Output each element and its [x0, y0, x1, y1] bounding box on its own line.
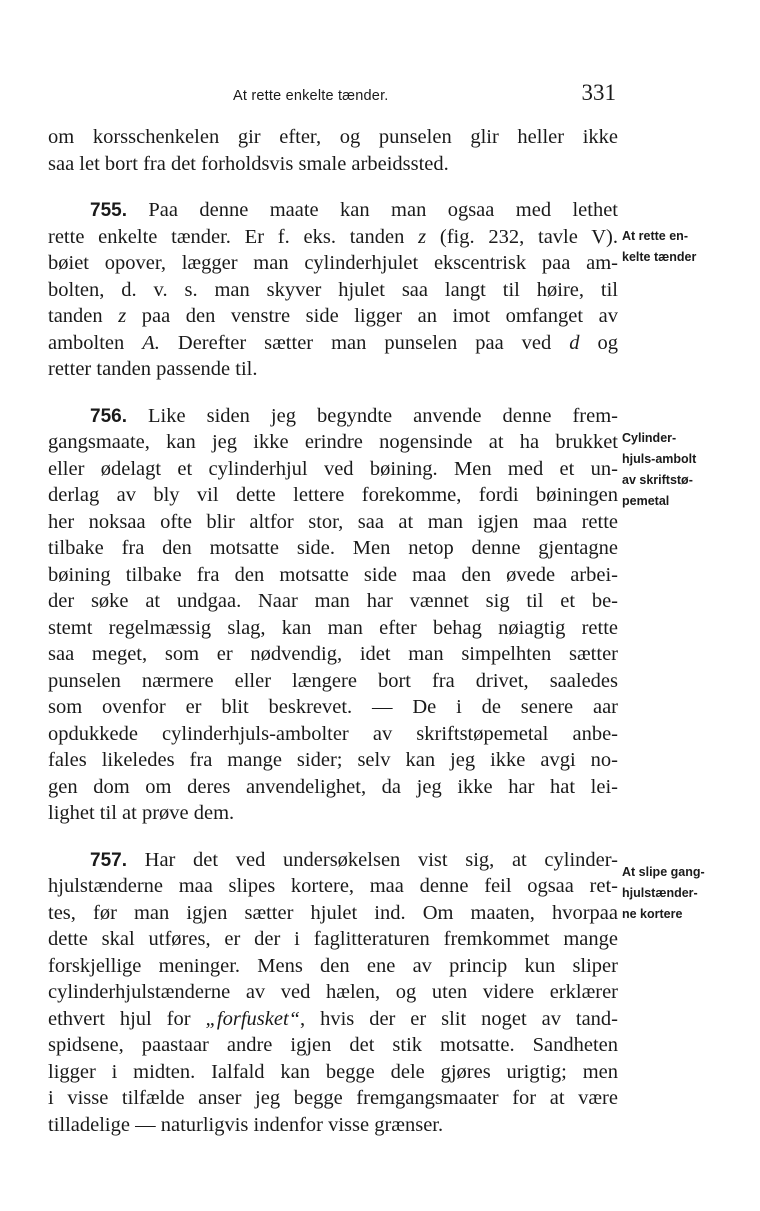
page-number: 331 [581, 80, 616, 105]
running-title: At rette enkelte tænder. [233, 88, 389, 104]
text-line: cylinderhjulstænderne av ved hælen, og uten videre erklærer [48, 981, 618, 1003]
text-line: dette skal utføres, er der i faglitteraturen fremkommet mange [48, 928, 618, 950]
variable-z: z [118, 305, 127, 327]
text-line: som ovenfor er blit beskrevet. — De i de senere aar [48, 696, 618, 718]
body-text [48, 124, 618, 1138]
paragraph-gap [48, 827, 618, 847]
text-segment: Like siden jeg begyndte anvende denne frem- [126, 404, 618, 427]
margin-note-line: ne kortere [622, 907, 683, 921]
paragraph-gap [48, 383, 618, 403]
margin-note-line: Cylinder- [622, 431, 677, 445]
text-line [48, 1006, 618, 1033]
paragraph-number: 757. [90, 849, 127, 871]
margin-note-line: At rette en- [622, 229, 688, 243]
text-line: der søke at undgaa. Naar man har vænnet sig til et be- [48, 590, 618, 612]
paragraph-755-first-line [48, 197, 618, 224]
text-line: fales likeledes fra mange sider; selv kan jeg ikke avgi no- [48, 749, 618, 771]
margin-note-757 [622, 862, 747, 925]
text-line [48, 330, 618, 357]
margin-note-line: At slipe gang- [622, 865, 705, 879]
text-segment: paa den venstre side ligger an imot omfanget av [126, 305, 618, 327]
text-line: opdukkede cylinderhjuls-ambolter av skriftstøpemetal anbe- [48, 722, 618, 745]
margin-note-line: hjuls-ambolt [622, 452, 697, 466]
paragraph-756-first-line [48, 403, 618, 430]
text-line: stemt regelmæssig slag, kan man efter behag nøiagtig rette [48, 616, 618, 639]
margin-note-line: hjulstænder- [622, 886, 698, 900]
text-line: retter tanden passende til. [48, 358, 258, 380]
text-line: saa let bort fra det forholdsvis smale arbeidssted. [48, 152, 449, 175]
text-segment: ambolten [48, 331, 143, 354]
text-line: derlag av bly vil dette lettere forekomme, fordi bøiningen [48, 484, 618, 506]
paragraph-number: 756. [90, 405, 127, 427]
text-line: i visse tilfælde anser jeg begge fremgangsmaater for at være [48, 1087, 618, 1109]
text-segment: tanden [48, 305, 119, 327]
margin-note-756 [622, 428, 747, 512]
text-line: bøiet opover, lægger man cylinderhjulet ekscentrisk paa am- [48, 252, 618, 274]
text-line [48, 303, 618, 330]
text-segment: Derefter sætter man punselen paa ved [159, 331, 570, 354]
text-line: bolten, d. v. s. man skyver hjulet saa langt til høire, til [48, 278, 618, 301]
text-segment: , hvis der er slit noget av tand- [300, 1007, 619, 1030]
text-segment: og [579, 331, 618, 354]
text-line: bøining tilbake fra den motsatte side maa den øvede arbei- [48, 563, 618, 586]
text-line [48, 224, 618, 251]
text-segment: Paa denne maate kan man ogsaa med lethet [126, 199, 618, 221]
text-line: tilladelige — naturligvis indenfor visse grænser. [48, 1113, 444, 1136]
text-line: her noksaa ofte blir altfor stor, saa at man igjen maa rette [48, 510, 618, 533]
text-segment: Har det ved undersøkelsen vist sig, at cylinder- [126, 848, 618, 871]
text-line: saa meget, som er nødvendig, idet man simpelhten sætter [48, 643, 618, 665]
margin-note-line: av skriftstø- [622, 473, 693, 487]
variable-a: A. [142, 331, 160, 354]
paragraph-number: 755. [90, 200, 127, 221]
text-segment: rette enkelte tænder. Er f. eks. tanden [48, 225, 419, 248]
running-head [48, 80, 618, 110]
paragraph-gap [48, 177, 618, 197]
text-line: lighet til at prøve dem. [48, 802, 235, 824]
text-line: ligger i midten. Ialfald kan begge dele gjøres urigtig; men [48, 1060, 618, 1083]
text-line: gen dom om deres anvendelighet, da jeg ikke har hat lei- [48, 775, 618, 798]
text-line: tes, før man igjen sætter hjulet ind. Om maaten, hvorpaa [48, 901, 618, 924]
margin-note-line: kelte tænder [622, 250, 697, 264]
text-segment: (fig. 232, tavle V). [426, 225, 618, 248]
emphasis-forfusket: „forfusket“ [205, 1007, 301, 1030]
margin-note-755 [622, 226, 747, 268]
text-line: gangsmaate, kan jeg ikke erindre nogensinde at ha brukket [48, 431, 618, 453]
text-line: spidsene, paastaar andre igjen det stik motsatte. Sandheten [48, 1034, 618, 1056]
text-line: om korsschenkelen gir efter, og punselen glir heller ikke [48, 126, 618, 148]
text-line: punselen nærmere eller længere bort fra drivet, saaledes [48, 669, 618, 692]
text-line: forskjellige meninger. Mens den ene av princip kun sliper [48, 954, 618, 977]
variable-d: d [569, 331, 580, 354]
text-line: tilbake fra den motsatte side. Men netop denne gjentagne [48, 537, 618, 559]
paragraph-757-first-line [48, 847, 618, 874]
variable-z: z [418, 225, 427, 248]
text-line: eller ødelagt et cylinderhjul ved bøining. Men med et un- [48, 457, 618, 480]
margin-note-line: pemetal [622, 494, 670, 508]
text-segment: ethvert hjul for [48, 1007, 206, 1030]
text-line: hjulstænderne maa slipes kortere, maa denne feil ogsaa ret- [48, 875, 618, 897]
